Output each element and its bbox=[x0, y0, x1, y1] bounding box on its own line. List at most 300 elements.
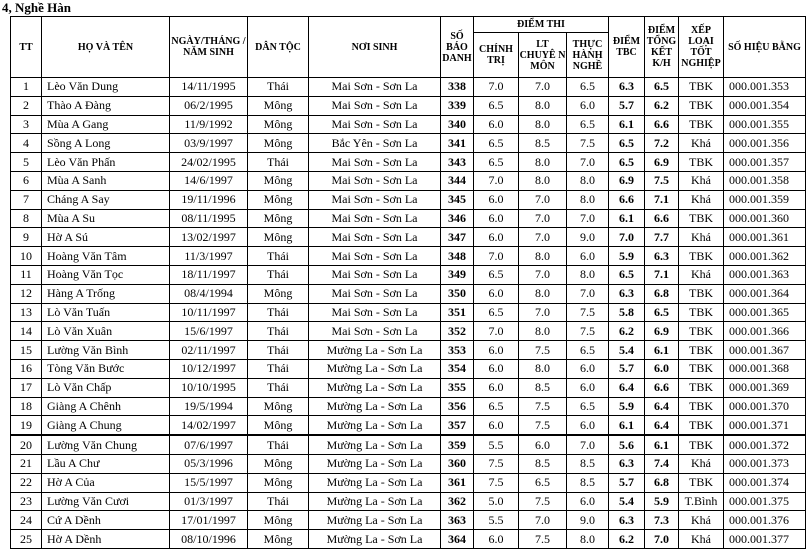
row-number: 4 bbox=[11, 134, 42, 153]
theory-score: 8.0 bbox=[519, 115, 567, 134]
date-of-birth: 19/5/1994 bbox=[170, 397, 248, 416]
student-name: Thào A Đàng bbox=[42, 96, 170, 115]
practice-score: 8.5 bbox=[567, 473, 609, 492]
table-row bbox=[11, 247, 806, 266]
birthplace: Mường La - Sơn La bbox=[309, 341, 441, 360]
student-name: Hờ A Dềnh bbox=[42, 530, 170, 549]
candidate-number: 361 bbox=[441, 473, 474, 492]
student-name: Hoàng Văn Tâm bbox=[42, 247, 170, 266]
birthplace: Bắc Yên - Sơn La bbox=[309, 134, 441, 153]
politics-score: 6.0 bbox=[474, 228, 519, 247]
date-of-birth: 02/11/1997 bbox=[170, 341, 248, 360]
politics-score: 7.0 bbox=[474, 247, 519, 266]
row-number: 7 bbox=[11, 190, 42, 209]
candidate-number: 353 bbox=[441, 341, 474, 360]
student-name: Mùa A Su bbox=[42, 209, 170, 228]
student-name: Cháng A Say bbox=[42, 190, 170, 209]
birthplace: Mường La - Sơn La bbox=[309, 435, 441, 454]
birthplace: Mai Sơn - Sơn La bbox=[309, 153, 441, 172]
gpa-score: 6.3 bbox=[609, 511, 645, 530]
grade: TBK bbox=[679, 341, 724, 360]
gpa-score: 6.9 bbox=[609, 171, 645, 190]
student-name: Giàng A Chênh bbox=[42, 397, 170, 416]
gpa-score: 5.4 bbox=[609, 341, 645, 360]
gpa-score: 6.3 bbox=[609, 78, 645, 97]
practice-score: 6.0 bbox=[567, 96, 609, 115]
politics-score: 6.0 bbox=[474, 341, 519, 360]
grade: Khá bbox=[679, 454, 724, 473]
grade: TBK bbox=[679, 322, 724, 341]
grade: Khá bbox=[679, 171, 724, 190]
birthplace: Mai Sơn - Sơn La bbox=[309, 247, 441, 266]
politics-score: 7.5 bbox=[474, 454, 519, 473]
birthplace: Mường La - Sơn La bbox=[309, 359, 441, 378]
header-ethnicity: DÂN TỘC bbox=[248, 17, 309, 78]
politics-score: 6.5 bbox=[474, 153, 519, 172]
table-row bbox=[11, 96, 806, 115]
table-row bbox=[11, 378, 806, 397]
date-of-birth: 08/10/1996 bbox=[170, 530, 248, 549]
certificate-number: 000.001.366 bbox=[724, 322, 806, 341]
politics-score: 6.5 bbox=[474, 96, 519, 115]
ethnicity: Mông bbox=[248, 134, 309, 153]
politics-score: 6.5 bbox=[474, 134, 519, 153]
grade: TBK bbox=[679, 416, 724, 435]
student-name: Lèo Văn Dung bbox=[42, 78, 170, 97]
total-score: 6.5 bbox=[645, 78, 679, 97]
student-name: Lường Văn Chung bbox=[42, 435, 170, 454]
row-number: 14 bbox=[11, 322, 42, 341]
grade: Khá bbox=[679, 134, 724, 153]
certificate-number: 000.001.367 bbox=[724, 341, 806, 360]
practice-score: 8.0 bbox=[567, 190, 609, 209]
date-of-birth: 17/01/1997 bbox=[170, 511, 248, 530]
student-name: Lò Văn Chấp bbox=[42, 378, 170, 397]
gpa-score: 6.3 bbox=[609, 454, 645, 473]
table-row bbox=[11, 397, 806, 416]
grade: TBK bbox=[679, 78, 724, 97]
header-tt: TT bbox=[11, 17, 42, 78]
birthplace: Mai Sơn - Sơn La bbox=[309, 265, 441, 284]
date-of-birth: 19/11/1996 bbox=[170, 190, 248, 209]
ethnicity: Mông bbox=[248, 284, 309, 303]
theory-score: 8.0 bbox=[519, 247, 567, 266]
certificate-number: 000.001.372 bbox=[724, 435, 806, 454]
ethnicity: Mông bbox=[248, 228, 309, 247]
header-cert-no: SỐ HIỆU BẰNG bbox=[724, 17, 806, 78]
total-score: 6.6 bbox=[645, 209, 679, 228]
theory-score: 7.0 bbox=[519, 511, 567, 530]
table-row bbox=[11, 359, 806, 378]
birthplace: Mường La - Sơn La bbox=[309, 530, 441, 549]
gpa-score: 6.5 bbox=[609, 134, 645, 153]
grade: Khá bbox=[679, 265, 724, 284]
total-score: 6.9 bbox=[645, 322, 679, 341]
candidate-number: 340 bbox=[441, 115, 474, 134]
practice-score: 7.5 bbox=[567, 134, 609, 153]
gpa-score: 5.7 bbox=[609, 96, 645, 115]
grade: TBK bbox=[679, 473, 724, 492]
candidate-number: 356 bbox=[441, 397, 474, 416]
student-name: Lò Văn Xuân bbox=[42, 322, 170, 341]
gpa-score: 5.4 bbox=[609, 492, 645, 511]
grade: TBK bbox=[679, 96, 724, 115]
date-of-birth: 08/4/1994 bbox=[170, 284, 248, 303]
row-number: 11 bbox=[11, 265, 42, 284]
theory-score: 8.5 bbox=[519, 378, 567, 397]
header-gpa: ĐIỂM TBC bbox=[609, 17, 645, 78]
certificate-number: 000.001.376 bbox=[724, 511, 806, 530]
table-row bbox=[11, 511, 806, 530]
student-name: Cứ A Dềnh bbox=[42, 511, 170, 530]
grade: TBK bbox=[679, 209, 724, 228]
certificate-number: 000.001.363 bbox=[724, 265, 806, 284]
gpa-score: 6.6 bbox=[609, 190, 645, 209]
header-exam-scores: ĐIỂM THI bbox=[474, 17, 609, 33]
table-row bbox=[11, 78, 806, 97]
candidate-number: 363 bbox=[441, 511, 474, 530]
candidate-number: 347 bbox=[441, 228, 474, 247]
total-score: 7.0 bbox=[645, 530, 679, 549]
student-name: Hoàng Văn Tọc bbox=[42, 265, 170, 284]
certificate-number: 000.001.356 bbox=[724, 134, 806, 153]
ethnicity: Thái bbox=[248, 378, 309, 397]
certificate-number: 000.001.375 bbox=[724, 492, 806, 511]
student-name: Lường Văn Cươi bbox=[42, 492, 170, 511]
practice-score: 8.5 bbox=[567, 454, 609, 473]
gpa-score: 6.1 bbox=[609, 209, 645, 228]
practice-score: 7.5 bbox=[567, 303, 609, 322]
politics-score: 6.0 bbox=[474, 416, 519, 435]
total-score: 7.3 bbox=[645, 511, 679, 530]
table-row bbox=[11, 134, 806, 153]
gpa-score: 5.7 bbox=[609, 359, 645, 378]
birthplace: Mai Sơn - Sơn La bbox=[309, 190, 441, 209]
birthplace: Mường La - Sơn La bbox=[309, 416, 441, 435]
practice-score: 6.5 bbox=[567, 341, 609, 360]
total-score: 6.3 bbox=[645, 247, 679, 266]
date-of-birth: 15/5/1997 bbox=[170, 473, 248, 492]
certificate-number: 000.001.357 bbox=[724, 153, 806, 172]
table-row bbox=[11, 284, 806, 303]
row-number: 5 bbox=[11, 153, 42, 172]
row-number: 21 bbox=[11, 454, 42, 473]
gpa-score: 5.7 bbox=[609, 473, 645, 492]
certificate-number: 000.001.368 bbox=[724, 359, 806, 378]
ethnicity: Thái bbox=[248, 492, 309, 511]
ethnicity: Thái bbox=[248, 303, 309, 322]
row-number: 13 bbox=[11, 303, 42, 322]
date-of-birth: 18/11/1997 bbox=[170, 265, 248, 284]
grade: TBK bbox=[679, 284, 724, 303]
total-score: 6.8 bbox=[645, 473, 679, 492]
grade: TBK bbox=[679, 397, 724, 416]
row-number: 19 bbox=[11, 416, 42, 435]
total-score: 7.7 bbox=[645, 228, 679, 247]
row-number: 10 bbox=[11, 247, 42, 266]
theory-score: 7.0 bbox=[519, 209, 567, 228]
date-of-birth: 11/3/1997 bbox=[170, 247, 248, 266]
table-row bbox=[11, 473, 806, 492]
birthplace: Mường La - Sơn La bbox=[309, 492, 441, 511]
birthplace: Mai Sơn - Sơn La bbox=[309, 96, 441, 115]
ethnicity: Mông bbox=[248, 209, 309, 228]
certificate-number: 000.001.370 bbox=[724, 397, 806, 416]
gpa-score: 6.5 bbox=[609, 265, 645, 284]
table-row bbox=[11, 416, 806, 435]
grade: TBK bbox=[679, 378, 724, 397]
theory-score: 8.0 bbox=[519, 153, 567, 172]
theory-score: 7.0 bbox=[519, 228, 567, 247]
student-name: Mùa A Gang bbox=[42, 115, 170, 134]
ethnicity: Mông bbox=[248, 473, 309, 492]
ethnicity: Thái bbox=[248, 247, 309, 266]
politics-score: 6.0 bbox=[474, 359, 519, 378]
ethnicity: Thái bbox=[248, 359, 309, 378]
practice-score: 6.5 bbox=[567, 397, 609, 416]
certificate-number: 000.001.354 bbox=[724, 96, 806, 115]
gpa-score: 6.2 bbox=[609, 322, 645, 341]
politics-score: 7.0 bbox=[474, 78, 519, 97]
certificate-number: 000.001.369 bbox=[724, 378, 806, 397]
practice-score: 6.0 bbox=[567, 247, 609, 266]
student-name: Lèo Văn Phấn bbox=[42, 153, 170, 172]
politics-score: 6.5 bbox=[474, 397, 519, 416]
table-row bbox=[11, 190, 806, 209]
student-name: Hờ A Của bbox=[42, 473, 170, 492]
total-score: 7.5 bbox=[645, 171, 679, 190]
header-birthplace: NƠI SINH bbox=[309, 17, 441, 78]
certificate-number: 000.001.371 bbox=[724, 416, 806, 435]
row-number: 17 bbox=[11, 378, 42, 397]
gpa-score: 6.4 bbox=[609, 378, 645, 397]
total-score: 7.2 bbox=[645, 134, 679, 153]
politics-score: 6.0 bbox=[474, 284, 519, 303]
section-title: 4, Nghề Hàn bbox=[2, 0, 71, 15]
practice-score: 9.0 bbox=[567, 228, 609, 247]
ethnicity: Mông bbox=[248, 530, 309, 549]
total-score: 6.1 bbox=[645, 435, 679, 454]
gpa-score: 6.5 bbox=[609, 153, 645, 172]
ethnicity: Mông bbox=[248, 511, 309, 530]
theory-score: 7.0 bbox=[519, 303, 567, 322]
ethnicity: Mông bbox=[248, 115, 309, 134]
grade: TBK bbox=[679, 115, 724, 134]
theory-score: 6.0 bbox=[519, 435, 567, 454]
table-row bbox=[11, 341, 806, 360]
politics-score: 6.0 bbox=[474, 115, 519, 134]
row-number: 12 bbox=[11, 284, 42, 303]
table-row bbox=[11, 303, 806, 322]
candidate-number: 350 bbox=[441, 284, 474, 303]
header-total: ĐIỂM TỔNG KẾT K/H bbox=[645, 17, 679, 78]
politics-score: 7.5 bbox=[474, 473, 519, 492]
total-score: 6.1 bbox=[645, 341, 679, 360]
header-theory: LT CHUYÊ N MÔN bbox=[519, 33, 567, 78]
birthplace: Mai Sơn - Sơn La bbox=[309, 228, 441, 247]
ethnicity: Mông bbox=[248, 190, 309, 209]
total-score: 6.9 bbox=[645, 153, 679, 172]
student-name: Hàng A Trống bbox=[42, 284, 170, 303]
candidate-number: 348 bbox=[441, 247, 474, 266]
row-number: 16 bbox=[11, 359, 42, 378]
date-of-birth: 08/11/1995 bbox=[170, 209, 248, 228]
total-score: 7.4 bbox=[645, 454, 679, 473]
theory-score: 7.5 bbox=[519, 397, 567, 416]
theory-score: 7.5 bbox=[519, 492, 567, 511]
practice-score: 6.0 bbox=[567, 416, 609, 435]
total-score: 6.5 bbox=[645, 303, 679, 322]
certificate-number: 000.001.361 bbox=[724, 228, 806, 247]
politics-score: 7.0 bbox=[474, 322, 519, 341]
row-number: 2 bbox=[11, 96, 42, 115]
candidate-number: 344 bbox=[441, 171, 474, 190]
practice-score: 8.0 bbox=[567, 171, 609, 190]
grade: TBK bbox=[679, 247, 724, 266]
gpa-score: 5.8 bbox=[609, 303, 645, 322]
student-name: Hờ A Sú bbox=[42, 228, 170, 247]
politics-score: 6.5 bbox=[474, 303, 519, 322]
row-number: 20 bbox=[11, 435, 42, 454]
theory-score: 8.0 bbox=[519, 284, 567, 303]
candidate-number: 352 bbox=[441, 322, 474, 341]
row-number: 9 bbox=[11, 228, 42, 247]
ethnicity: Thái bbox=[248, 435, 309, 454]
practice-score: 6.0 bbox=[567, 492, 609, 511]
theory-score: 7.5 bbox=[519, 530, 567, 549]
candidate-number: 357 bbox=[441, 416, 474, 435]
certificate-number: 000.001.365 bbox=[724, 303, 806, 322]
table-row bbox=[11, 265, 806, 284]
ethnicity: Thái bbox=[248, 322, 309, 341]
grade: T.Bình bbox=[679, 492, 724, 511]
candidate-number: 354 bbox=[441, 359, 474, 378]
certificate-number: 000.001.362 bbox=[724, 247, 806, 266]
date-of-birth: 14/02/1997 bbox=[170, 416, 248, 435]
practice-score: 8.0 bbox=[567, 265, 609, 284]
header-grade: XẾP LOẠI TỐT NGHIỆP bbox=[679, 17, 724, 78]
table-row bbox=[11, 153, 806, 172]
certificate-number: 000.001.373 bbox=[724, 454, 806, 473]
student-name: Sồng A Long bbox=[42, 134, 170, 153]
total-score: 7.1 bbox=[645, 190, 679, 209]
header-politics: CHÍNH TRỊ bbox=[474, 33, 519, 78]
row-number: 8 bbox=[11, 209, 42, 228]
date-of-birth: 01/3/1997 bbox=[170, 492, 248, 511]
candidate-number: 360 bbox=[441, 454, 474, 473]
gpa-score: 5.9 bbox=[609, 247, 645, 266]
birthplace: Mai Sơn - Sơn La bbox=[309, 209, 441, 228]
gpa-score: 6.1 bbox=[609, 115, 645, 134]
gpa-score: 6.3 bbox=[609, 284, 645, 303]
theory-score: 8.0 bbox=[519, 322, 567, 341]
gpa-score: 5.6 bbox=[609, 435, 645, 454]
birthplace: Mường La - Sơn La bbox=[309, 397, 441, 416]
theory-score: 8.0 bbox=[519, 96, 567, 115]
theory-score: 7.0 bbox=[519, 265, 567, 284]
date-of-birth: 10/12/1997 bbox=[170, 359, 248, 378]
student-name: Lường Văn Bình bbox=[42, 341, 170, 360]
grade: Khá bbox=[679, 511, 724, 530]
table-row bbox=[11, 171, 806, 190]
certificate-number: 000.001.360 bbox=[724, 209, 806, 228]
results-table bbox=[10, 16, 806, 549]
gpa-score: 6.1 bbox=[609, 416, 645, 435]
certificate-number: 000.001.353 bbox=[724, 78, 806, 97]
total-score: 6.2 bbox=[645, 96, 679, 115]
total-score: 5.9 bbox=[645, 492, 679, 511]
birthplace: Mai Sơn - Sơn La bbox=[309, 171, 441, 190]
header-candidate-no: SỐ BÁO DANH bbox=[441, 17, 474, 78]
birthplace: Mai Sơn - Sơn La bbox=[309, 322, 441, 341]
row-number: 18 bbox=[11, 397, 42, 416]
candidate-number: 338 bbox=[441, 78, 474, 97]
politics-score: 6.0 bbox=[474, 378, 519, 397]
student-name: Tòng Văn Bước bbox=[42, 359, 170, 378]
theory-score: 8.0 bbox=[519, 359, 567, 378]
birthplace: Mai Sơn - Sơn La bbox=[309, 115, 441, 134]
grade: TBK bbox=[679, 303, 724, 322]
ethnicity: Thái bbox=[248, 265, 309, 284]
politics-score: 6.5 bbox=[474, 265, 519, 284]
practice-score: 7.0 bbox=[567, 284, 609, 303]
total-score: 6.6 bbox=[645, 378, 679, 397]
theory-score: 7.5 bbox=[519, 341, 567, 360]
theory-score: 7.5 bbox=[519, 416, 567, 435]
practice-score: 6.0 bbox=[567, 359, 609, 378]
practice-score: 6.5 bbox=[567, 115, 609, 134]
certificate-number: 000.001.377 bbox=[724, 530, 806, 549]
practice-score: 6.0 bbox=[567, 378, 609, 397]
row-number: 15 bbox=[11, 341, 42, 360]
total-score: 6.4 bbox=[645, 397, 679, 416]
table-row bbox=[11, 322, 806, 341]
birthplace: Mường La - Sơn La bbox=[309, 511, 441, 530]
candidate-number: 355 bbox=[441, 378, 474, 397]
date-of-birth: 03/9/1997 bbox=[170, 134, 248, 153]
candidate-number: 343 bbox=[441, 153, 474, 172]
row-number: 6 bbox=[11, 171, 42, 190]
birthplace: Mai Sơn - Sơn La bbox=[309, 284, 441, 303]
table-row bbox=[11, 454, 806, 473]
date-of-birth: 10/11/1997 bbox=[170, 303, 248, 322]
student-name: Lầu A Chư bbox=[42, 454, 170, 473]
practice-score: 7.5 bbox=[567, 322, 609, 341]
ethnicity: Thái bbox=[248, 153, 309, 172]
candidate-number: 362 bbox=[441, 492, 474, 511]
practice-score: 7.0 bbox=[567, 209, 609, 228]
grade: Khá bbox=[679, 530, 724, 549]
row-number: 3 bbox=[11, 115, 42, 134]
certificate-number: 000.001.374 bbox=[724, 473, 806, 492]
certificate-number: 000.001.358 bbox=[724, 171, 806, 190]
practice-score: 6.5 bbox=[567, 78, 609, 97]
total-score: 6.4 bbox=[645, 416, 679, 435]
date-of-birth: 15/6/1997 bbox=[170, 322, 248, 341]
politics-score: 5.5 bbox=[474, 511, 519, 530]
ethnicity: Mông bbox=[248, 397, 309, 416]
politics-score: 6.0 bbox=[474, 209, 519, 228]
candidate-number: 349 bbox=[441, 265, 474, 284]
gpa-score: 5.9 bbox=[609, 397, 645, 416]
date-of-birth: 14/11/1995 bbox=[170, 78, 248, 97]
date-of-birth: 13/02/1997 bbox=[170, 228, 248, 247]
ethnicity: Mông bbox=[248, 416, 309, 435]
total-score: 6.6 bbox=[645, 115, 679, 134]
student-name: Lò Văn Tuấn bbox=[42, 303, 170, 322]
candidate-number: 341 bbox=[441, 134, 474, 153]
table-row bbox=[11, 492, 806, 511]
